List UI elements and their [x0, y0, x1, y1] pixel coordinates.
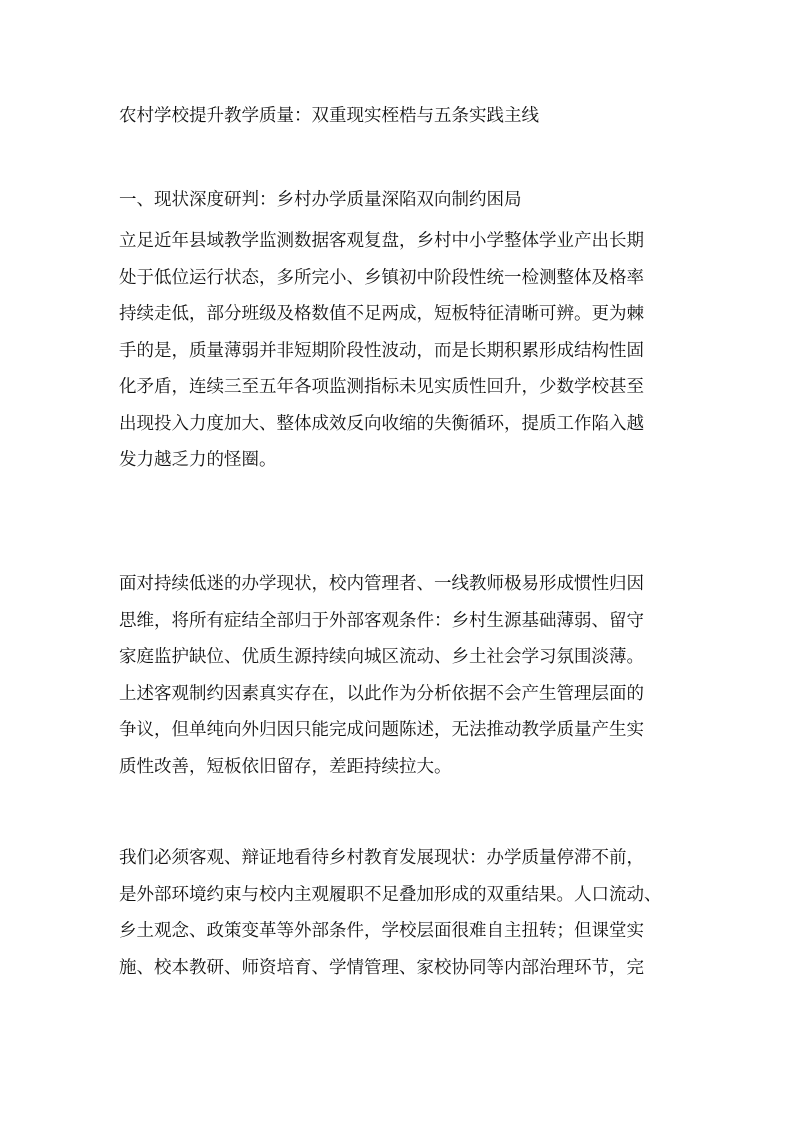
paragraph-line: 争议，但单纯向外归因只能完成问题陈述，无法推动教学质量产生实: [119, 720, 644, 740]
paragraph-line: 立足近年县域教学监测数据客观复盘，乡村中小学整体学业产出长期: [119, 231, 644, 251]
paragraph: [119, 566, 644, 785]
paragraph-line: 是外部环境约束与校内主观履职不足叠加形成的双重结果。人口流动、: [119, 884, 662, 905]
paragraph-line: 处于低位运行状态，多所完小、乡镇初中阶段性统一检测整体及格率: [119, 267, 644, 288]
paragraph-line: 质性改善，短板依旧留存，差距持续拉大。: [119, 756, 452, 777]
section-heading: 一、现状深度研判：乡村办学质量深陷双向制约困局: [119, 190, 522, 210]
paragraph: [119, 223, 644, 479]
paragraph-line: 施、校本教研、师资培育、学情管理、家校协同等内部治理环节，完: [119, 957, 644, 978]
paragraph-line: 乡土观念、政策变革等外部条件，学校层面很难自主扭转；但课堂实: [119, 921, 644, 941]
paragraph-line: 家庭监护缺位、优质生源持续向城区流动、乡土社会学习氛围淡薄。: [119, 647, 644, 667]
paragraph-line: 发力越乏力的怪圈。: [119, 450, 277, 470]
paragraph: [119, 840, 662, 986]
document-title: 农村学校提升教学质量：双重现实桎梏与五条实践主线: [119, 106, 539, 126]
paragraph-line: 上述客观制约因素真实存在，以此作为分析依据不会产生管理层面的: [119, 683, 644, 704]
paragraph-line: 手的是，质量薄弱并非短期阶段性波动，而是长期积累形成结构性固: [119, 340, 644, 361]
paragraph-line: 出现投入力度加大、整体成效反向收缩的失衡循环，提质工作陷入越: [119, 413, 644, 434]
paragraph-line: 面对持续低迷的办学现状，校内管理者、一线教师极易形成惯性归因: [119, 574, 644, 594]
paragraph-line: 思维，将所有症结全部归于外部客观条件：乡村生源基础薄弱、留守: [119, 610, 644, 631]
paragraph-line: 持续走低，部分班级及格数值不足两成，短板特征清晰可辨。更为棘: [119, 304, 644, 324]
paragraph-line: 我们必须客观、辩证地看待乡村教育发展现状：办学质量停滞不前，: [119, 848, 644, 868]
paragraph-line: 化矛盾，连续三至五年各项监测指标未见实质性回升，少数学校甚至: [119, 377, 644, 397]
